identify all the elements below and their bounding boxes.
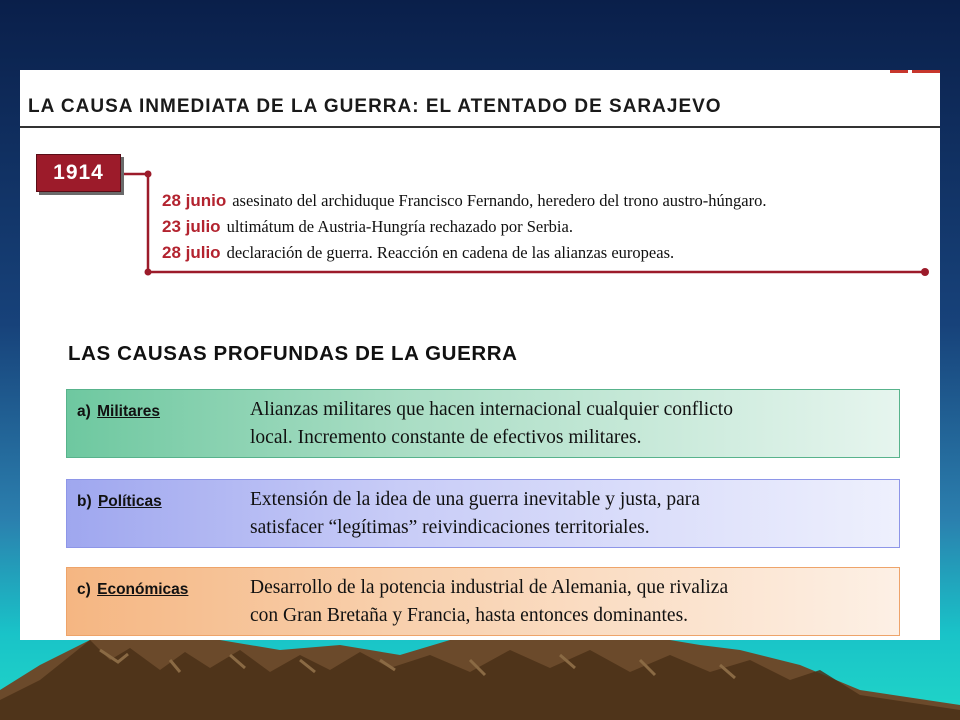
cause-label [77, 403, 160, 421]
cause-text: Alianzas militares que hacen internacional cualquier conflicto local. Incremento constante de efectivos militares. [250, 399, 733, 448]
event-text: declaración de guerra. Reacción en cadena de las alianzas europeas. [226, 243, 675, 262]
cause-label [77, 581, 188, 599]
year-badge: 1914 [36, 154, 121, 192]
event-row [162, 191, 766, 211]
event-date: 23 julio [162, 217, 221, 236]
event-row [162, 243, 674, 263]
event-date: 28 junio [162, 191, 227, 210]
event-row [162, 217, 573, 237]
cause-letter: a) [77, 403, 91, 420]
cause-name: Económicas [97, 581, 189, 598]
cause-text: Desarrollo de la potencia industrial de Alemania, que rivaliza con Gran Bretaña y Francia, hasta entonces dominantes. [250, 577, 729, 626]
cause-label [77, 493, 162, 511]
cause-text: Extensión de la idea de una guerra inevitable y justa, para satisfacer “legítimas” reivindicaciones territoriales. [250, 489, 700, 538]
cause-name: Políticas [97, 493, 162, 510]
event-text: ultimátum de Austria-Hungría rechazado por Serbia. [226, 217, 573, 236]
event-date: 28 julio [162, 243, 221, 262]
cause-economicas [66, 567, 900, 636]
event-text: asesinato del archiduque Francisco Fernando, heredero del trono austro-húngaro. [232, 191, 767, 210]
slide-card [20, 70, 940, 640]
causes-heading: LAS CAUSAS PROFUNDAS DE LA GUERRA [68, 342, 518, 365]
cause-name: Militares [97, 403, 160, 420]
cause-militares [66, 389, 900, 458]
cause-letter: b) [77, 493, 92, 510]
cause-letter: c) [77, 581, 91, 598]
cause-politicas [66, 479, 900, 548]
page-title: LA CAUSA INMEDIATA DE LA GUERRA: EL ATENTADO DE SARAJEVO [28, 96, 722, 117]
